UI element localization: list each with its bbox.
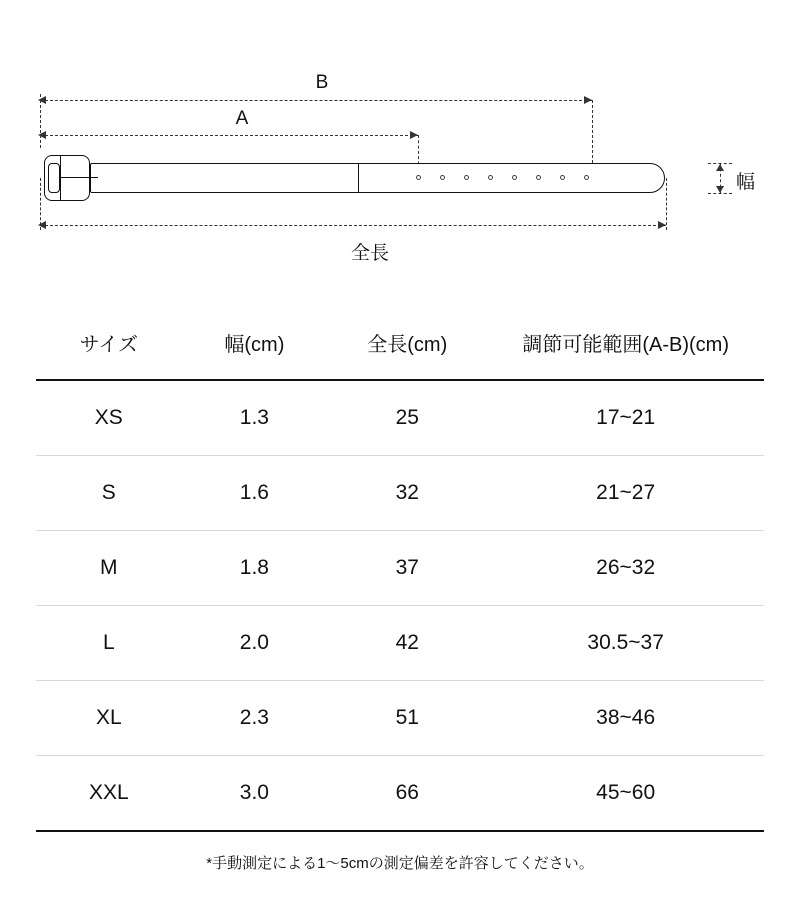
dimension-label-total-length: 全長	[350, 243, 389, 264]
dimension-b-arrow-right	[584, 96, 592, 104]
width-dimension-arrow-up	[716, 164, 724, 171]
belt-seam-line	[358, 163, 359, 193]
belt-buckle-inner-loop	[48, 163, 60, 193]
cell-adjustable-range: 17~21	[487, 380, 764, 456]
belt-buckle-bar	[60, 155, 61, 201]
table-row	[36, 681, 764, 756]
total-length-dimension-line	[40, 225, 666, 226]
cell-total-length: 42	[327, 606, 487, 681]
dimension-label-width: 幅	[736, 172, 756, 193]
dimension-a-arrow-right	[410, 131, 418, 139]
belt-hole	[584, 175, 589, 180]
table-row	[36, 606, 764, 681]
column-header-size: サイズ	[79, 334, 138, 356]
table-header-row	[36, 310, 764, 380]
cell-adjustable-range: 21~27	[487, 456, 764, 531]
belt-strap-shape	[90, 163, 665, 193]
cell-total-length: 37	[327, 531, 487, 606]
belt-hole	[464, 175, 469, 180]
cell-total-length: 51	[327, 681, 487, 756]
width-dimension-bottom-tick	[708, 193, 732, 194]
belt-hole	[560, 175, 565, 180]
dimension-line-a	[40, 135, 418, 136]
size-chart-table	[36, 310, 764, 832]
cell-total-length: 66	[327, 756, 487, 832]
size-chart-section	[36, 310, 764, 873]
total-length-extension-right	[666, 178, 667, 230]
table-row	[36, 380, 764, 456]
belt-hole	[440, 175, 445, 180]
cell-size: XL	[36, 681, 182, 756]
cell-width: 2.3	[182, 681, 328, 756]
cell-width: 1.6	[182, 456, 328, 531]
table-header	[36, 310, 764, 380]
belt-buckle-prong	[60, 177, 98, 178]
cell-size: M	[36, 531, 182, 606]
dimension-label-b: B	[315, 72, 329, 93]
column-header-adjustable-range: 調節可能範囲(A-B)(cm)	[522, 334, 729, 356]
dimension-label-a: A	[235, 108, 249, 129]
cell-width: 2.0	[182, 606, 328, 681]
table-row	[36, 756, 764, 832]
dimension-line-b	[40, 100, 592, 101]
cell-adjustable-range: 38~46	[487, 681, 764, 756]
cell-size: XXL	[36, 756, 182, 832]
table-row	[36, 531, 764, 606]
cell-adjustable-range: 30.5~37	[487, 606, 764, 681]
cell-width: 1.8	[182, 531, 328, 606]
cell-size: S	[36, 456, 182, 531]
measurement-disclaimer: *手動測定による1〜5cmの測定偏差を許容してください。	[206, 855, 594, 872]
table-row	[36, 456, 764, 531]
cell-total-length: 32	[327, 456, 487, 531]
belt-hole	[512, 175, 517, 180]
width-dimension-arrow-down	[716, 186, 724, 193]
total-length-extension-left	[40, 178, 41, 230]
cell-size: L	[36, 606, 182, 681]
cell-adjustable-range: 26~32	[487, 531, 764, 606]
cell-width: 1.3	[182, 380, 328, 456]
belt-hole	[488, 175, 493, 180]
cell-width: 3.0	[182, 756, 328, 832]
total-length-arrow-right	[658, 221, 666, 229]
belt-hole	[416, 175, 421, 180]
belt-hole	[536, 175, 541, 180]
column-header-width: 幅(cm)	[224, 334, 285, 356]
cell-size: XS	[36, 380, 182, 456]
belt-measurement-diagram	[0, 0, 800, 300]
cell-total-length: 25	[327, 380, 487, 456]
cell-adjustable-range: 45~60	[487, 756, 764, 832]
table-body	[36, 380, 764, 831]
column-header-total-length: 全長(cm)	[367, 334, 448, 356]
dimension-a-extension-left	[40, 100, 41, 148]
